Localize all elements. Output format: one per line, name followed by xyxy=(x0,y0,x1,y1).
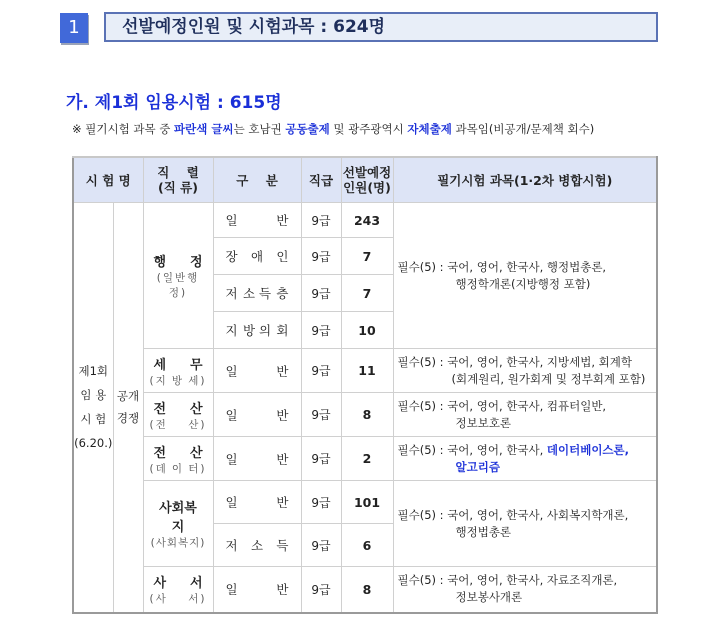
job-librarian-sub-a: (사 xyxy=(149,593,168,606)
competition-cell xyxy=(113,203,143,613)
header-exam-name: 시 험 명 xyxy=(73,157,143,203)
cat-b: 반 xyxy=(276,407,289,423)
cat-m: 방 의 xyxy=(242,323,272,338)
subjects-welfare xyxy=(393,481,657,567)
grade-cell: 9급 xyxy=(301,275,341,312)
table-row xyxy=(73,393,657,437)
job-data-sub-a: (데 xyxy=(149,462,168,475)
job-admin-sub: (일반행정) xyxy=(156,272,200,299)
job-admin-a: 행 xyxy=(153,255,167,270)
category-cell xyxy=(213,481,301,524)
table-row xyxy=(73,481,657,524)
job-tax-sub-a: (지 xyxy=(149,374,168,387)
subjects-admin xyxy=(393,203,657,349)
cat-b: 반 xyxy=(276,451,289,467)
note-mid2: 및 광주광역시 xyxy=(329,122,408,136)
subjects-data-l1-blue: 데이터베이스론, xyxy=(546,442,630,457)
count-cell: 2 xyxy=(341,437,393,481)
cat-a: 일 xyxy=(225,407,238,423)
cat-m: 소 xyxy=(250,538,264,553)
count-cell: 243 xyxy=(341,203,393,238)
count-cell: 101 xyxy=(341,481,393,524)
subjects-data xyxy=(393,437,657,481)
header-count-line2: 인원(명) xyxy=(343,180,391,195)
table-row xyxy=(73,567,657,613)
cat-a: 일 xyxy=(225,495,238,510)
grade-cell: 9급 xyxy=(301,238,341,275)
cat-m: 소 득 xyxy=(242,286,272,301)
exam-name-cell xyxy=(73,203,113,613)
job-data-b: 산 xyxy=(189,445,203,461)
category-cell xyxy=(213,524,301,567)
job-computer-a: 전 xyxy=(153,401,167,417)
section-title: 선발예정인원 및 시험과목 : 624명 xyxy=(104,12,658,42)
grade-cell: 9급 xyxy=(301,567,341,613)
cat-b: 반 xyxy=(276,582,289,598)
header-job-line2: (직 류) xyxy=(158,180,198,195)
header-count xyxy=(341,157,393,203)
table-header-row xyxy=(73,157,657,203)
job-librarian-b: 서 xyxy=(189,576,203,592)
note-text xyxy=(72,121,594,137)
category-cell xyxy=(213,275,301,312)
job-data-a: 전 xyxy=(153,445,167,461)
job-tax-sub-b: 세) xyxy=(188,374,207,387)
table-row xyxy=(73,349,657,393)
subjects-librarian-l1: 필수(5) : 국어, 영어, 한국사, 자료조직개론, xyxy=(397,573,618,588)
header-job xyxy=(143,157,213,203)
job-data-sub-b: 터) xyxy=(188,462,207,475)
subjects-librarian xyxy=(393,567,657,613)
category-cell xyxy=(213,437,301,481)
count-cell: 7 xyxy=(341,238,393,275)
cat-b: 득 xyxy=(276,538,289,553)
cat-b: 인 xyxy=(276,249,289,264)
subjects-welfare-l2: 행정법총론 xyxy=(455,524,512,539)
job-computer-sub-a: (전 xyxy=(149,418,168,431)
subjects-data-l1: 필수(5) : 국어, 영어, 한국사, xyxy=(397,442,547,457)
job-admin-b: 정 xyxy=(189,255,203,270)
count-cell: 11 xyxy=(341,349,393,393)
category-cell xyxy=(213,238,301,275)
category-cell xyxy=(213,567,301,613)
count-cell: 8 xyxy=(341,567,393,613)
note-suffix: 과목임(비공개/문제책 회수) xyxy=(451,122,595,136)
grade-cell: 9급 xyxy=(301,203,341,238)
subjects-admin-l2: 행정학개론(지방행정 포함) xyxy=(455,276,591,291)
subjects-admin-l1: 필수(5) : 국어, 영어, 한국사, 행정법총론, xyxy=(397,259,607,274)
cat-a: 일 xyxy=(225,582,238,598)
category-cell xyxy=(213,312,301,349)
cat-a: 지 xyxy=(225,323,238,338)
job-librarian-a: 사 xyxy=(153,576,167,592)
job-data xyxy=(143,437,213,481)
grade-cell: 9급 xyxy=(301,349,341,393)
exam-name-line3: 시 험 xyxy=(80,412,107,427)
cat-a: 저 xyxy=(225,286,238,301)
exam-table xyxy=(72,156,658,614)
job-data-sub-m: 이 xyxy=(171,462,185,475)
job-computer-sub-b: 산) xyxy=(188,418,207,431)
section-header xyxy=(60,12,660,46)
subjects-computer-l1: 필수(5) : 국어, 영어, 한국사, 컴퓨터일반, xyxy=(397,398,607,413)
job-tax-a: 세 xyxy=(153,357,167,373)
job-welfare xyxy=(143,481,213,567)
job-computer xyxy=(143,393,213,437)
subjects-welfare-l1: 필수(5) : 국어, 영어, 한국사, 사회복지학개론, xyxy=(397,507,629,522)
subjects-librarian-l2: 정보봉사개론 xyxy=(455,590,523,605)
note-highlight-blue-text: 파란색 글씨 xyxy=(174,122,234,136)
note-highlight-joint: 공동출제 xyxy=(285,122,330,136)
job-tax-sub-m: 방 xyxy=(171,374,185,387)
job-admin xyxy=(143,203,213,349)
subjects-data-l2-blue: 알고리즘 xyxy=(455,459,500,474)
header-category: 구 분 xyxy=(213,157,301,203)
cat-b: 반 xyxy=(276,363,289,379)
cat-b: 반 xyxy=(276,213,289,228)
cat-b: 회 xyxy=(276,323,289,338)
category-cell xyxy=(213,393,301,437)
header-job-line1: 직 렬 xyxy=(157,165,199,180)
subjects-tax xyxy=(393,349,657,393)
job-welfare-title: 사회복지 xyxy=(159,501,197,535)
exam-name-line4: (6.20.) xyxy=(74,436,113,451)
subsection-title: 가. 제1회 임용시험 : 615명 xyxy=(66,93,282,113)
section-number-badge: 1 xyxy=(60,13,88,43)
cat-b: 반 xyxy=(276,495,289,510)
note-mid1: 는 호남권 xyxy=(233,122,286,136)
job-librarian-sub-b: 서) xyxy=(188,593,207,606)
grade-cell: 9급 xyxy=(301,437,341,481)
cat-b: 층 xyxy=(276,286,289,301)
count-cell: 7 xyxy=(341,275,393,312)
grade-cell: 9급 xyxy=(301,393,341,437)
cat-a: 일 xyxy=(225,451,238,467)
job-computer-b: 산 xyxy=(189,401,203,417)
job-librarian xyxy=(143,567,213,613)
job-tax-b: 무 xyxy=(189,357,203,373)
subjects-tax-l2: (회계원리, 원가회계 및 정부회계 포함) xyxy=(451,371,646,386)
grade-cell: 9급 xyxy=(301,481,341,524)
competition-line1: 공개 xyxy=(116,389,140,404)
note-highlight-self: 자체출제 xyxy=(407,122,452,136)
note-prefix: ※ 필기시험 과목 중 xyxy=(72,122,175,136)
grade-cell: 9급 xyxy=(301,524,341,567)
category-cell xyxy=(213,349,301,393)
header-subjects: 필기시험 과목(1·2차 병합시험) xyxy=(393,157,657,203)
cat-a: 저 xyxy=(225,538,238,553)
cat-a: 장 xyxy=(225,249,238,264)
job-tax xyxy=(143,349,213,393)
header-grade: 직급 xyxy=(301,157,341,203)
count-cell: 10 xyxy=(341,312,393,349)
subjects-computer-l2: 정보보호론 xyxy=(455,415,512,430)
cat-a: 일 xyxy=(225,363,238,379)
grade-cell: 9급 xyxy=(301,312,341,349)
exam-name-line1: 제1회 xyxy=(78,364,109,379)
header-count-line1: 선발예정 xyxy=(342,165,392,180)
cat-m: 애 xyxy=(250,249,264,264)
count-cell: 8 xyxy=(341,393,393,437)
category-cell xyxy=(213,203,301,238)
count-cell: 6 xyxy=(341,524,393,567)
cat-a: 일 xyxy=(225,213,238,228)
table-row xyxy=(73,203,657,238)
subjects-computer xyxy=(393,393,657,437)
table-row xyxy=(73,437,657,481)
subjects-tax-l1: 필수(5) : 국어, 영어, 한국사, 지방세법, 회계학 xyxy=(397,354,632,369)
job-welfare-sub: (사회복지) xyxy=(150,537,206,549)
competition-line2: 경쟁 xyxy=(116,411,140,426)
exam-name-line2: 임 용 xyxy=(80,388,107,403)
